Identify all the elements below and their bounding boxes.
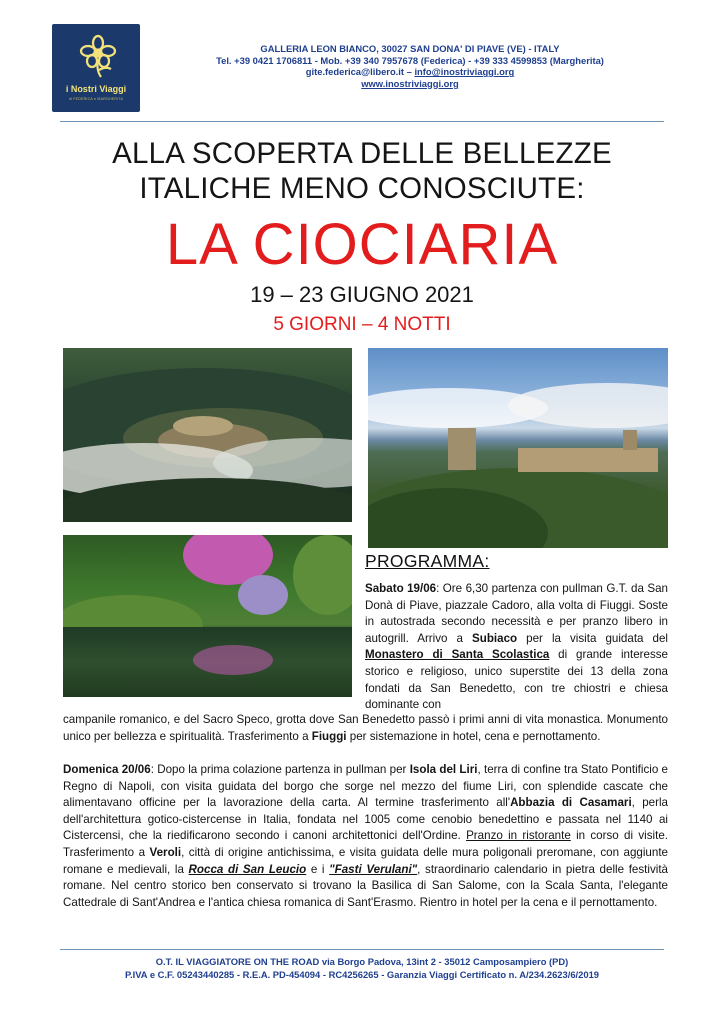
place-veroli: Veroli <box>149 845 182 859</box>
headline-line-2: ITALICHE MENO CONOSCIUTE: <box>139 172 585 205</box>
program-heading: PROGRAMMA: <box>365 551 490 571</box>
email-info-link[interactable]: info@inostriviaggi.org <box>414 66 515 78</box>
email-federica[interactable]: gite.federica@libero.it <box>305 66 405 78</box>
headline-line-1: ALLA SCOPERTA DELLE BELLEZZE <box>112 137 612 170</box>
trip-duration: 5 GIORNI – 4 NOTTI <box>273 314 451 335</box>
footer-line-1: O.T. IL VIAGGIATORE ON THE ROAD via Borgo Padova, 13int 2 - 35012 Camposampiero (PD) <box>155 956 569 967</box>
footer-divider <box>60 949 664 950</box>
place-fiuggi: Fiuggi <box>311 729 347 743</box>
day1-text: di grande interesse storico e religioso, unico superstite dei 13 della zona fondati da San Benedetto, con tre chiostri e chiesa dominante con <box>365 648 668 712</box>
header-contacts <box>150 43 670 89</box>
place-fasti-verulani: "Fasti Verulani" <box>329 862 418 876</box>
flower-icon <box>78 34 118 78</box>
phone-line: Tel. +39 0421 1706811 - Mob. +39 340 7957678 (Federica) - +39 333 4599853 (Margherita) <box>216 54 604 66</box>
footer-line-2: P.IVA e C.F. 05243440285 - R.E.A. PD-454094 - RC4256265 - Garanzia Viaggi Certificato n. A/234.2623/6/2019 <box>124 969 600 981</box>
trip-dates: 19 – 23 GIUGNO 2021 <box>250 282 474 307</box>
day1-text: per la visita guidata del <box>517 631 668 645</box>
day2-text: : Dopo la prima colazione partenza in pullman per <box>150 763 410 776</box>
headline <box>0 136 724 206</box>
photo-hilltop-village-fog <box>63 348 352 522</box>
email-separator: – <box>404 66 415 78</box>
place-santa-scolastica: Monastero di Santa Scolastica <box>365 648 550 662</box>
place-rocca-san-leucio: Rocca di San Leucio <box>188 862 307 876</box>
day1-text: campanile romanico, e del Sacro Speco, grotta dove San Benedetto passò i primi anni di vita monastica. Monumento unico per bellezza e spiritualità. Trasferimento a <box>63 713 668 743</box>
day2-paragraph <box>63 762 668 911</box>
day2-text: , terra di confine tra Stato Pontificio e Regno di Napoli, con visita guidata del borgo che sorge nel mezzo del fiume Liri, con splendide cascate che alimentavano officine per la lavorazione della carta. Al termine trasferimento all' <box>63 763 668 810</box>
photo-medieval-town-tower <box>368 348 668 548</box>
main-title: LA CIOCIARIA <box>165 212 559 277</box>
lunch-note: Pranzo in ristorante <box>466 829 571 843</box>
day1-label: Sabato 19/06 <box>365 582 437 595</box>
day2-text: , perla dell'architettura gotico-cistercense in Italia, fondata nel 1005 come cenobio benedettino e passata nel 1140 ai Cistercensi, che la riedificarono secondo i canoni architettonici dell'Ordine. <box>63 796 668 843</box>
day2-text: in corso di visite. Trasferimento a <box>63 829 668 859</box>
website-link[interactable]: www.inostriviaggi.org <box>361 77 459 89</box>
address-line: GALLERIA LEON BIANCO, 30027 SAN DONA' DI PIAVE (VE) - ITALY <box>260 43 560 54</box>
day1-paragraph <box>365 581 668 714</box>
logo <box>52 24 140 112</box>
place-subiaco: Subiaco <box>472 631 518 645</box>
day1-text: per sistemazione in hotel, cena e pernottamento. <box>346 729 601 743</box>
day2-text: , città di origine antichissima, e visita guidata delle mura poligonali preromane, con aggiunte romane e medievali, la <box>63 845 668 876</box>
header-divider <box>60 121 664 122</box>
logo-tagline: di FEDERICA e MARGHERITA <box>68 97 124 101</box>
logo-name: i Nostri Viaggi <box>65 84 127 94</box>
day2-label: Domenica 20/06 <box>63 763 151 776</box>
day1-paragraph-continued <box>63 712 668 745</box>
photo-garden-pond-blossoms <box>63 535 352 697</box>
place-isola-del-liri: Isola del Liri <box>409 763 478 776</box>
day2-text: e i <box>306 862 330 876</box>
footer <box>0 955 724 981</box>
day1-text: : Ore 6,30 partenza con pullman G.T. da San Donà di Piave, piazzale Cadoro, alla volta di Fiuggi. Soste in autostrada secondo necessità e per pranzo libero in autogrill. Arrivo a <box>365 582 669 645</box>
place-casamari: Abbazia di Casamari <box>510 796 632 810</box>
email-line <box>150 66 670 78</box>
day2-text: , straordinario calendario in pietra delle festività romane. Nel centro storico ben conservato si trovano la Basilica di San Salome, con la Scala Santa, l'elegante Cattedrale di Sant'Andrea e l'antica chiesa romanica di Sant'Erasmo. Rientro in hotel per la cena e il pernottamento. <box>63 862 669 909</box>
